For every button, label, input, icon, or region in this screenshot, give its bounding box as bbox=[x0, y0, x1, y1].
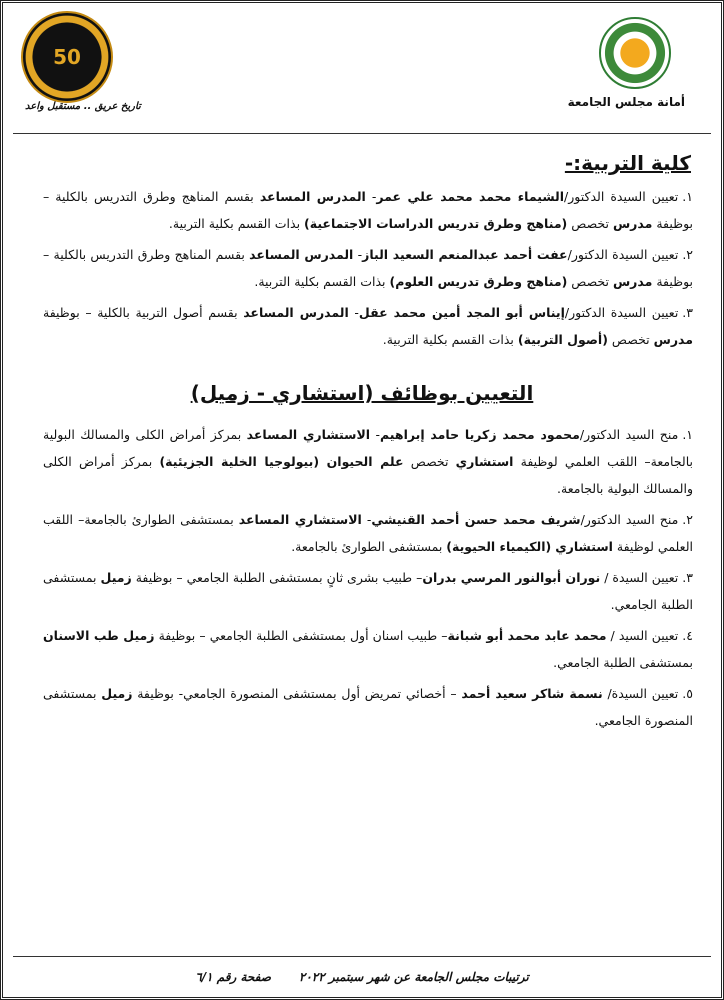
item-spec: (مناهج وطرق تدريس الدراسات الاجتماعية) bbox=[304, 216, 568, 231]
item-num: ٤. bbox=[682, 628, 693, 643]
item-mid1: - bbox=[361, 512, 372, 527]
item-post3: بذات القسم بكلية التربية. bbox=[168, 216, 305, 231]
logo-tagline: تاريخ عريق .. مستقبل واعد bbox=[25, 101, 141, 112]
item-name: الشيماء محمد محمد علي عمر bbox=[376, 189, 565, 204]
item-post3: بذات القسم بكلية التربية. bbox=[382, 332, 518, 347]
item-name: محمود محمد زكريا حامد إبراهيم bbox=[380, 427, 580, 442]
item-job: مدرس bbox=[612, 216, 653, 231]
item-mid1: – bbox=[445, 686, 462, 701]
item-post1: بقسم أصول التربية بالكلية – بوظيفة bbox=[43, 305, 244, 320]
item-pre: تعيين السيد / bbox=[606, 628, 679, 643]
section1-title: كلية التربية:- bbox=[564, 151, 691, 175]
list-item bbox=[43, 680, 693, 734]
item-spec: علم الحيوان (بيولوجيا الخلية الجزيئية) bbox=[159, 454, 404, 469]
item-mid1: - bbox=[348, 305, 359, 320]
item-post3: بمستشفى الطلبة الجامعي. bbox=[43, 570, 693, 612]
item-role: الاستشاري المساعد bbox=[246, 427, 371, 442]
item-mid1: - bbox=[353, 247, 363, 262]
page-footer bbox=[13, 956, 711, 997]
item-post3: بذات القسم بكلية التربية. bbox=[254, 274, 390, 289]
section2-title-wrap bbox=[3, 381, 721, 405]
section2-items bbox=[43, 421, 693, 738]
item-pre: منح السيد الدكتور/ bbox=[579, 427, 679, 442]
item-name: شريف محمد حسن أحمد القنيشي bbox=[371, 512, 581, 527]
item-spec: (مناهج وطرق تدريس العلوم) bbox=[389, 274, 568, 289]
item-num: ٢. bbox=[682, 512, 693, 527]
item-num: ١. bbox=[682, 427, 694, 442]
item-name: نسمة شاكر سعيد أحمد bbox=[461, 686, 603, 701]
list-item bbox=[43, 564, 693, 618]
item-name: عفت أحمد عبدالمنعم السعيد الباز bbox=[362, 247, 568, 262]
item-post1: بقسم المناهج وطرق التدريس بالكلية – بوظيفة bbox=[43, 247, 693, 289]
item-mid1: – bbox=[412, 570, 423, 585]
item-post3: بمركز أمراض الكلى والمسالك البولية بالجامعة. bbox=[43, 454, 693, 496]
item-job: زميل طب الاسنان bbox=[43, 628, 155, 643]
list-item bbox=[43, 183, 693, 237]
mansoura-university-logo-icon bbox=[599, 17, 671, 89]
item-post1: بقسم المناهج وطرق التدريس بالكلية – بوظيفة bbox=[43, 189, 693, 231]
item-post1: بمستشفى الطوارئ بالجامعة– اللقب العلمي لوظيفة bbox=[43, 512, 693, 554]
item-role: المدرس المساعد bbox=[249, 247, 354, 262]
item-job: زميل bbox=[101, 686, 133, 701]
item-role: المدرس المساعد bbox=[243, 305, 349, 320]
section1-items bbox=[43, 183, 693, 357]
item-pre: تعيين السيدة الدكتور/ bbox=[564, 189, 679, 204]
footer-page-number: صفحة رقم ٦/١ bbox=[195, 970, 271, 984]
header-divider bbox=[13, 133, 711, 134]
section2-title: التعيين بوظائف (استشاري - زميل) bbox=[190, 381, 534, 405]
item-post1: أخصائي تمريض أول بمستشفى المنصورة الجامعي- بوظيفة bbox=[132, 686, 446, 701]
list-item bbox=[43, 299, 693, 353]
item-post2: تخصص bbox=[403, 454, 456, 469]
item-name: نوران أبوالنور المرسي بدران bbox=[422, 570, 601, 585]
item-pre: تعيين السيدة الدكتور/ bbox=[564, 305, 679, 320]
item-post2: تخصص bbox=[607, 332, 654, 347]
item-job: استشاري bbox=[555, 539, 613, 554]
item-post1: طبيب بشرى ثانٍ بمستشفى الطلبة الجامعي – بوظيفة bbox=[131, 570, 413, 585]
item-post3: بمستشفى المنصورة الجامعي. bbox=[43, 686, 693, 728]
item-mid1: – bbox=[437, 628, 448, 643]
item-job: مدرس bbox=[653, 332, 693, 347]
item-post3: بمستشفى الطلبة الجامعي. bbox=[553, 655, 693, 670]
item-spec: (الكيمياء الحيوية) bbox=[446, 539, 552, 554]
anniversary-logo-icon: 50 bbox=[21, 11, 113, 103]
page-header bbox=[3, 3, 721, 143]
council-name: أمانة مجلس الجامعة bbox=[567, 95, 685, 109]
item-spec: (أصول التربية) bbox=[517, 332, 608, 347]
item-post2: تخصص bbox=[567, 216, 613, 231]
item-name: إيناس أبو المجد أمين محمد عقل bbox=[358, 305, 565, 320]
item-name: محمد عابد محمد أبو شبانة bbox=[447, 628, 607, 643]
item-post3: بمستشفى الطوارئ بالجامعة. bbox=[291, 539, 447, 554]
item-pre: تعيين السيدة / bbox=[600, 570, 679, 585]
item-num: ٢. bbox=[682, 247, 694, 262]
item-mid1: - bbox=[365, 189, 377, 204]
item-pre: تعيين السيدة/ bbox=[602, 686, 679, 701]
item-mid1: - bbox=[370, 427, 380, 442]
item-post2: تخصص bbox=[567, 274, 613, 289]
item-post1: بمركز أمراض الكلى والمسالك البولية بالجامعة– اللقب العلمي لوظيفة bbox=[43, 427, 694, 469]
footer-reference: ترتيبات مجلس الجامعة عن شهر سبتمبر ٢٠٢٢ bbox=[298, 970, 529, 984]
list-item bbox=[43, 421, 693, 502]
item-post1: طبيب اسنان أول بمستشفى الطلبة الجامعي – بوظيفة bbox=[154, 628, 438, 643]
list-item bbox=[43, 622, 693, 676]
item-job: مدرس bbox=[612, 274, 653, 289]
item-num: ٥. bbox=[682, 686, 693, 701]
item-pre: منح السيد الدكتور/ bbox=[580, 512, 679, 527]
item-num: ٣. bbox=[682, 305, 693, 320]
item-num: ٣. bbox=[682, 570, 693, 585]
item-job: استشاري bbox=[455, 454, 514, 469]
item-pre: تعيين السيدة الدكتور/ bbox=[567, 247, 679, 262]
item-role: المدرس المساعد bbox=[259, 189, 366, 204]
item-num: ١. bbox=[682, 189, 693, 204]
item-job: زميل bbox=[100, 570, 132, 585]
item-role: الاستشاري المساعد bbox=[238, 512, 362, 527]
list-item bbox=[43, 241, 693, 295]
list-item bbox=[43, 506, 693, 560]
